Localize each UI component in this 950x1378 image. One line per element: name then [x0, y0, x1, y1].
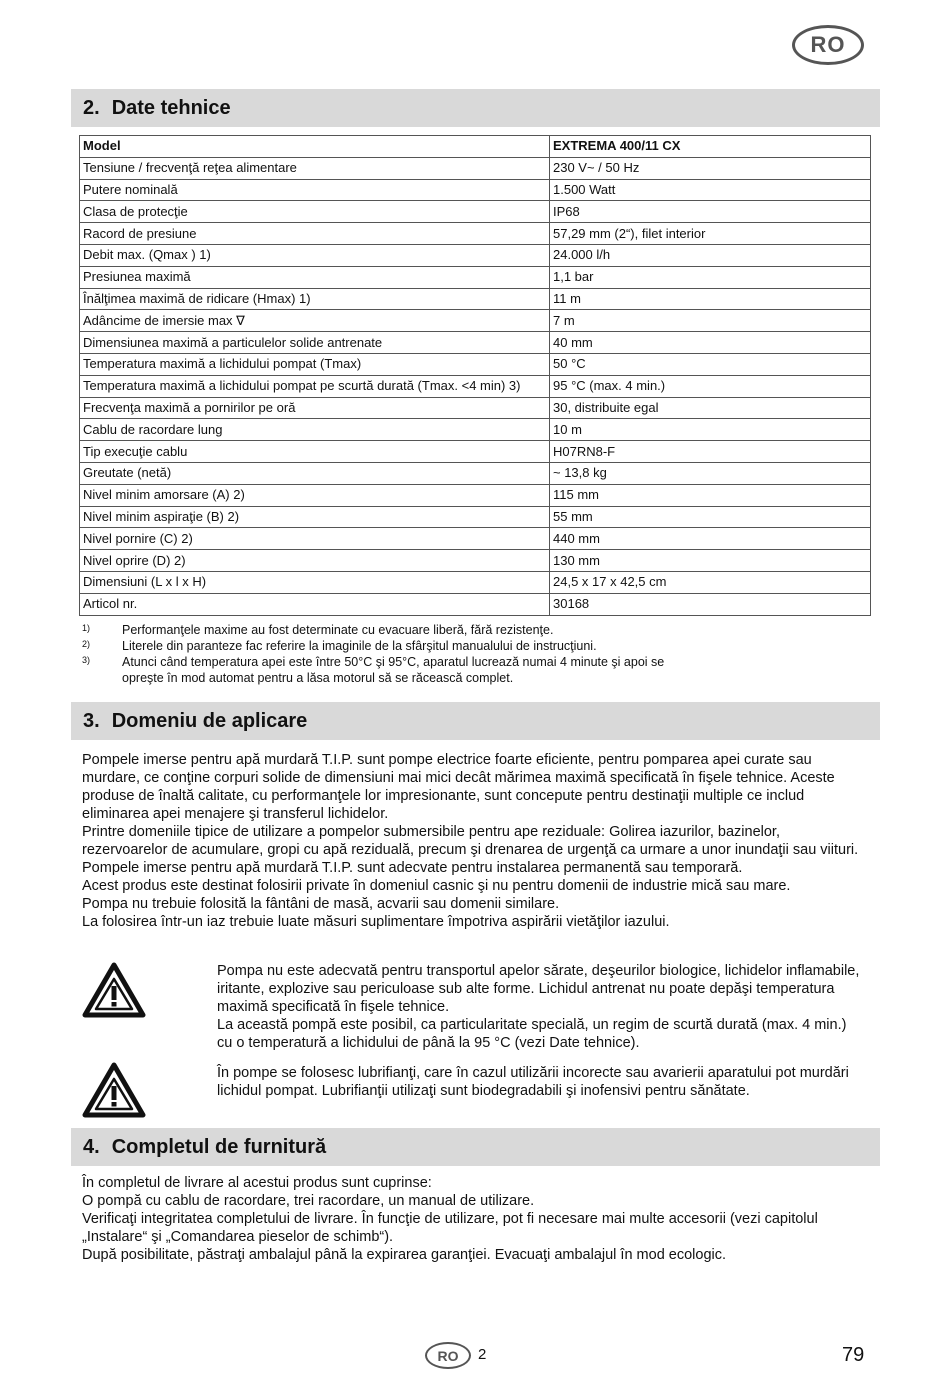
paragraph: Pompa nu trebuie folosită la fântâni de masă, acvarii sau domenii similare.	[82, 896, 560, 912]
paragraph: În completul de livrare al acestui produs sunt cuprinse:	[82, 1175, 432, 1191]
spec-label: Adâncime de imersie max ∇	[80, 310, 550, 332]
warning-text-2: În pompe se folosesc lubrifianţi, care în cazul utilizării incorecte sau avarierii aparatului pot murdări lichidul pompat. Lubrifianţii utilizaţi sunt biodegradabili şi inofensivi pentru sănătate.	[217, 1065, 849, 1099]
table-row	[80, 593, 871, 615]
section-title: Completul de furnitură	[111, 1135, 327, 1158]
spec-value: 1,1 bar	[550, 266, 871, 288]
table-row	[80, 506, 871, 528]
paragraph: După posibilitate, păstraţi ambalajul până la expirarea garanţiei. Evacuaţi ambalajul în mod ecologic.	[82, 1247, 727, 1263]
footnote-2: 2) Literele din paranteze fac referire la imaginile de la sfârşitul manualului de instrucţiuni.	[82, 639, 597, 653]
paragraph: Pompele imerse pentru apă murdară T.I.P. sunt adecvate pentru instalarea permanentă sau temporară.	[82, 860, 743, 876]
spec-value: 57,29 mm (2“), filet interior	[550, 223, 871, 245]
section-number: 3.	[83, 709, 100, 732]
page-number: 79	[842, 1344, 865, 1366]
table-row	[80, 244, 871, 266]
paragraph: Acest produs este destinat folosirii private în domeniul casnic şi nu pentru domenii de industrie mică sau mare.	[82, 878, 791, 894]
spec-value: 130 mm	[550, 550, 871, 572]
spec-value: 40 mm	[550, 332, 871, 354]
spec-label: Model	[80, 136, 550, 158]
footnote-1: 1) Performanţele maxime au fost determinate cu evacuare liberă, fără rezistenţe.	[82, 623, 554, 637]
spec-label: Nivel pornire (C) 2)	[80, 528, 550, 550]
table-row	[80, 571, 871, 593]
table-row	[80, 310, 871, 332]
table-row	[80, 419, 871, 441]
section-number: 2.	[83, 96, 100, 119]
spec-label: Nivel minim amorsare (A) 2)	[80, 484, 550, 506]
spec-value: 95 °C (max. 4 min.)	[550, 375, 871, 397]
spec-value: H07RN8-F	[550, 441, 871, 463]
spec-value: 50 °C	[550, 353, 871, 375]
paragraph: O pompă cu cablu de racordare, trei racordare, un manual de utilizare.	[82, 1193, 535, 1209]
spec-label: Dimensiuni (L x l x H)	[80, 571, 550, 593]
paragraph: La folosirea într-un iaz trebuie luate măsuri suplimentare împotriva aspirării vietăţilor iazului.	[82, 914, 670, 930]
spec-value: 24,5 x 17 x 42,5 cm	[550, 571, 871, 593]
spec-label: Frecvenţa maximă a pornirilor pe oră	[80, 397, 550, 419]
spec-value: 10 m	[550, 419, 871, 441]
table-row	[80, 201, 871, 223]
section-heading-application	[71, 702, 880, 740]
warning-triangle-icon	[82, 1062, 146, 1118]
spec-label: Debit max. (Qmax ) 1)	[80, 244, 550, 266]
spec-value: 440 mm	[550, 528, 871, 550]
footnotes	[82, 622, 702, 686]
paragraph: Pompele imerse pentru apă murdară T.I.P. sunt pompe electrice foarte eficiente, pentru pomparea apei curate sau murdare, ce conţine corpuri solide de dimensiuni mai mici decât mărimea maximă specificată în fişele tehnice. Aceste produse de înaltă calitate, cu performanţele lor impresionante, sunt concepute pentru destinaţii multiple ce includ eliminarea apei menajere şi transferul lichidelor.	[82, 752, 835, 822]
footer-language-badge: RO	[425, 1342, 471, 1369]
application-text	[82, 751, 862, 931]
spec-label: Dimensiunea maximă a particulelor solide antrenate	[80, 332, 550, 354]
spec-label: Înălţimea maximă de ridicare (Hmax) 1)	[80, 288, 550, 310]
spec-value: 115 mm	[550, 484, 871, 506]
table-row	[80, 266, 871, 288]
spec-value: 11 m	[550, 288, 871, 310]
paragraph: Verificaţi integritatea completului de livrare. În funcţie de utilizare, pot fi necesare mai multe accesorii (vezi capitolul „Instalare“ şi „Comandarea pieselor de schimb“).	[82, 1211, 818, 1245]
table-row	[80, 462, 871, 484]
spec-value: 7 m	[550, 310, 871, 332]
spec-label: Racord de presiune	[80, 223, 550, 245]
spec-value: 230 V~ / 50 Hz	[550, 157, 871, 179]
table-row	[80, 157, 871, 179]
spec-label: Cablu de racordare lung	[80, 419, 550, 441]
table-row	[80, 223, 871, 245]
spec-label: Presiunea maximă	[80, 266, 550, 288]
spec-value: 30168	[550, 593, 871, 615]
paragraph: Printre domeniile tipice de utilizare a pompelor submersibile pentru ape reziduale: Golirea iazurilor, bazinelor, rezervoarelor de acumulare, gropi cu apă reziduală, precum şi drenarea de urgenţă ca urmare a unor inundaţii sau viituri.	[82, 824, 859, 858]
table-row	[80, 484, 871, 506]
spec-label: Temperatura maximă a lichidului pompat pe scurtă durată (Tmax. <4 min) 3)	[80, 375, 550, 397]
table-row	[80, 179, 871, 201]
table-row	[80, 397, 871, 419]
table-row	[80, 136, 871, 158]
table-row	[80, 375, 871, 397]
table-row	[80, 353, 871, 375]
section-number: 4.	[83, 1135, 100, 1158]
warning-text-1: Pompa nu este adecvată pentru transportul apelor sărate, deşeurilor biologice, lichidelor inflamabile, iritante, explozive sau periculoase sub alte forme. Lichidul antrenat nu poate depăşi temperatura maximă specificată în fişele tehnice. La această pompă este posibil, ca particularitate specială, un regim de scurtă durată (max. 4 min.) cu o temperatură a lichidului de până la 95 °C (vezi Date tehnice).	[217, 963, 860, 1051]
spec-label: Putere nominală	[80, 179, 550, 201]
spec-value: 55 mm	[550, 506, 871, 528]
section-heading-delivery-scope	[71, 1128, 880, 1166]
spec-value: 1.500 Watt	[550, 179, 871, 201]
table-row	[80, 288, 871, 310]
spec-label: Tensiune / frecvenţă reţea alimentare	[80, 157, 550, 179]
footer-section-number: 2	[478, 1346, 487, 1363]
spec-label: Clasa de protecţie	[80, 201, 550, 223]
spec-label: Temperatura maximă a lichidului pompat (Tmax)	[80, 353, 550, 375]
spec-label: Nivel minim aspiraţie (B) 2)	[80, 506, 550, 528]
spec-label: Nivel oprire (D) 2)	[80, 550, 550, 572]
section-title: Date tehnice	[111, 96, 231, 119]
language-badge: RO	[792, 25, 864, 65]
table-row	[80, 528, 871, 550]
warning-triangle-icon	[82, 962, 146, 1018]
spec-value: 24.000 l/h	[550, 244, 871, 266]
technical-data-table	[79, 135, 871, 616]
table-row	[80, 441, 871, 463]
spec-value: ~ 13,8 kg	[550, 462, 871, 484]
spec-label: Greutate (netă)	[80, 462, 550, 484]
spec-value: EXTREMA 400/11 CX	[550, 136, 871, 158]
spec-value: 30, distribuite egal	[550, 397, 871, 419]
spec-label: Tip execuţie cablu	[80, 441, 550, 463]
section-heading-technical-data	[71, 89, 880, 127]
section-title: Domeniu de aplicare	[111, 709, 308, 732]
spec-value: IP68	[550, 201, 871, 223]
table-row	[80, 332, 871, 354]
delivery-scope-text	[82, 1174, 862, 1264]
table-row	[80, 550, 871, 572]
footnote-3: 3) Atunci când temperatura apei este între 50°C şi 95°C, aparatul lucrează numai 4 minute şi apoi se opreşte în mod automat pentru a lăsa motorul să se răcească complet.	[82, 655, 665, 685]
spec-label: Articol nr.	[80, 593, 550, 615]
